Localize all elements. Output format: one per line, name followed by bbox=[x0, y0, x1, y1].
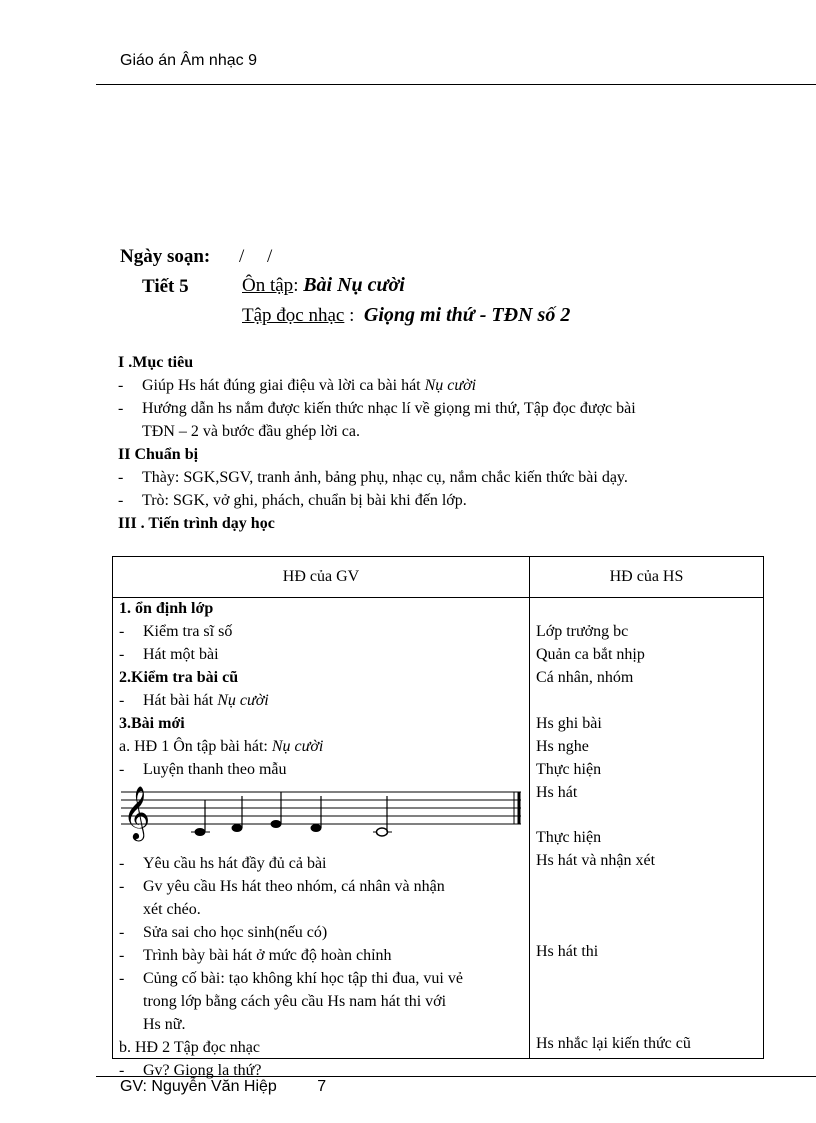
hs-response: Thực hiện bbox=[536, 761, 602, 778]
gv-cell bbox=[113, 598, 530, 1079]
preparation-item: - Trò: SGK, vở ghi, phách, chuẩn bị bài khi đến lớp. bbox=[118, 492, 467, 509]
note-3 bbox=[271, 820, 282, 828]
preparation-item: - Thày: SGK,SGV, tranh ảnh, bảng phụ, nhạc cụ, nắm chắc kiến thức bài dạy. bbox=[118, 469, 628, 486]
section-2: 2.Kiểm tra bài cũ bbox=[119, 669, 239, 686]
objective-item-cont: TĐN – 2 và bước đầu ghép lời ca. bbox=[142, 423, 360, 440]
date-label: Ngày soạn: / / bbox=[120, 246, 273, 267]
list-item: - Củng cố bài: tạo không khí học tập thi đua, vui vẻ bbox=[119, 970, 463, 987]
process-heading: III . Tiến trình dạy học bbox=[118, 515, 275, 532]
hs-response: Hs nhắc lại kiến thức cũ bbox=[536, 1035, 691, 1052]
hs-response: Cá nhân, nhóm bbox=[536, 669, 634, 686]
list-item: - Luyện thanh theo mẫu bbox=[119, 761, 287, 778]
activity-1: a. HĐ 1 Ôn tập bài hát: Nụ cười bbox=[119, 738, 324, 755]
objectives-heading: I .Mục tiêu bbox=[118, 354, 194, 371]
note-2 bbox=[232, 824, 243, 832]
review-song: Bài Nụ cười bbox=[303, 274, 405, 296]
section-1: 1. ổn định lớp bbox=[119, 600, 214, 617]
objective-item: - Hướng dẫn hs nắm được kiến thức nhạc lí về giọng mi thứ, Tập đọc được bài bbox=[118, 400, 636, 417]
note-4 bbox=[311, 824, 322, 832]
page-header: Giáo án Âm nhạc 9 bbox=[120, 52, 257, 69]
page-number: 7 bbox=[317, 1078, 327, 1095]
list-item: - Trình bày bài hát ở mức độ hoàn chỉnh bbox=[119, 947, 392, 964]
lesson-table bbox=[112, 556, 764, 1079]
date-value: / / bbox=[239, 246, 273, 267]
note-stems bbox=[205, 792, 321, 832]
hs-response: Hs hát và nhận xét bbox=[536, 852, 656, 869]
activity-2: b. HĐ 2 Tập đọc nhạc bbox=[119, 1039, 260, 1056]
hs-response: Hs hát thi bbox=[536, 943, 599, 960]
hs-response: Hs nghe bbox=[536, 738, 589, 755]
list-item-cont: Hs nữ. bbox=[143, 1016, 186, 1033]
reading-title: Giọng mi thứ - TĐN số 2 bbox=[363, 304, 571, 326]
list-item-cont: xét chéo. bbox=[143, 901, 201, 918]
header-rule bbox=[96, 84, 816, 85]
hs-response: Quản ca bắt nhịp bbox=[536, 646, 645, 663]
list-item: - Gv? Giọng la thứ? bbox=[119, 1062, 262, 1079]
author: GV: Nguyễn Văn Hiệp bbox=[120, 1078, 277, 1095]
page-footer bbox=[120, 1078, 326, 1096]
objective-item: - Giúp Hs hát đúng giai điệu và lời ca bài hát Nụ cười bbox=[118, 377, 477, 394]
music-staff bbox=[121, 784, 523, 842]
list-item-cont: trong lớp bằng cách yêu cầu Hs nam hát thi với bbox=[143, 993, 447, 1010]
list-item: - Hát một bài bbox=[119, 646, 219, 663]
hs-response: Hs hát bbox=[536, 784, 578, 801]
footer-rule bbox=[96, 1076, 816, 1077]
list-item: - Hát bài hát Nụ cười bbox=[119, 692, 269, 709]
reading-line: Tập đọc nhạc : Giọng mi thứ - TĐN số 2 bbox=[242, 304, 571, 326]
review-line: Ôn tập: Bài Nụ cười bbox=[242, 274, 405, 296]
list-item: - Sửa sai cho học sinh(nếu có) bbox=[119, 924, 328, 941]
preparation-heading: II Chuẩn bị bbox=[118, 446, 199, 463]
col-header-gv: HĐ của GV bbox=[113, 557, 530, 598]
col-header-hs: HĐ của HS bbox=[530, 557, 764, 598]
hs-cell bbox=[530, 598, 764, 1059]
hs-response: Thực hiện bbox=[536, 829, 602, 846]
section-3: 3.Bài mới bbox=[119, 715, 185, 732]
list-item: - Gv yêu cầu Hs hát theo nhóm, cá nhân và nhận bbox=[119, 878, 445, 895]
list-item: - Yêu cầu hs hát đầy đủ cả bài bbox=[119, 855, 327, 872]
list-item: - Kiểm tra sĩ số bbox=[119, 623, 233, 640]
hs-response: Lớp trưởng bc bbox=[536, 623, 629, 640]
treble-clef-icon: 𝄞 bbox=[123, 785, 151, 839]
period-label: Tiết 5 bbox=[142, 276, 189, 297]
hs-response: Hs ghi bài bbox=[536, 715, 602, 732]
